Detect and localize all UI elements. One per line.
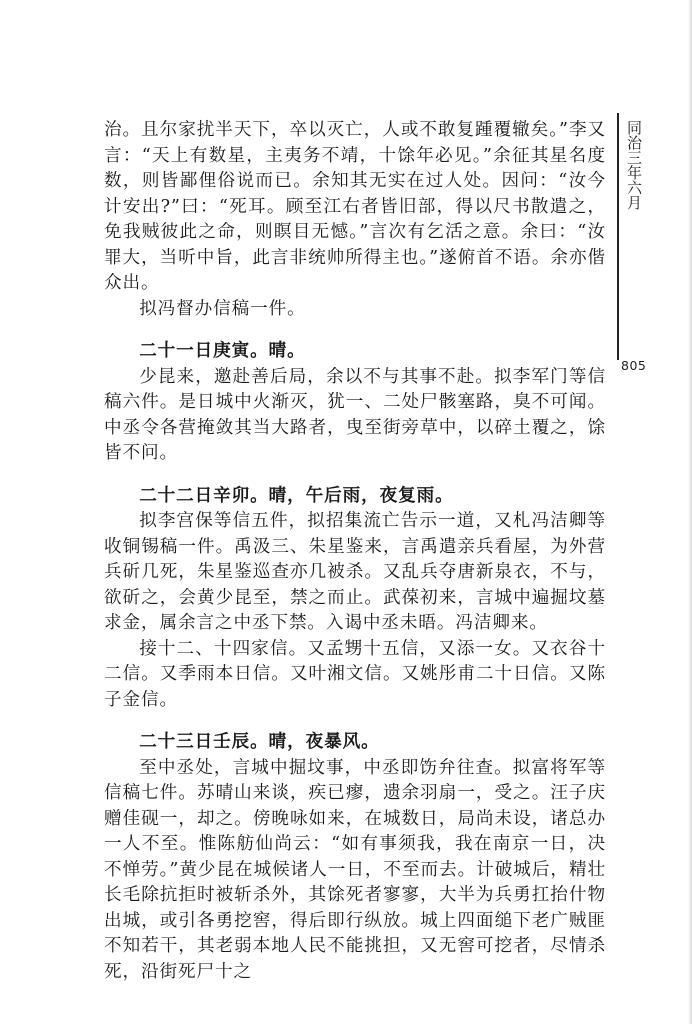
entry-body-22-letters: 接十二、十四家信。又孟甥十五信，又添一女。又衣谷十二信。又季雨本日信。又叶湘文信。又姚彤甫二十日信。又陈子金信。 — [104, 638, 606, 710]
paragraph-continued: 治。且尔家扰半天下，卒以灭亡，人或不敢复踵覆辙矣。”李又言：“天上有数星，主夷务不靖，十馀年必见。”余征其星名度数，则皆鄙俚俗说而已。余知其无实在过人处。因问：“汝今计安出?”曰：“死耳。顾至江右者皆旧部，得以尺书散遣之，免我贼彼此之命，则瞑目无憾。”言次有乞活之意。余曰：“汝罪大，当听中旨，此言非统帅所得主也。”遂俯首不语。余亦偕众出。 — [104, 120, 606, 293]
entry-heading-21: 二十一日庚寅。晴。 — [139, 341, 306, 361]
entry-body-22: 拟李宫保等信五件，拟招集流亡告示一道，又札冯洁卿等收铜锡稿一件。禹汲三、朱星鉴来，言禹遣亲兵看屋，为外营兵斫几死，朱星鉴巡查亦几被杀。又乱兵夺唐新泉衣，不与，欲斫之，会黄少昆至，禁之而止。武葆初来，言城中遍掘坟墓求金，属余言之中丞下禁。入谒中丞未晤。冯洁卿来。 — [104, 511, 606, 633]
entry-body-23: 至中丞处，言城中掘坟事，中丞即饬弁往查。拟富将军等信稿七件。苏晴山来谈，疾已瘳，遗余羽扇一，受之。汪子庆赠佳砚一，却之。傍晚咏如来，在城数日，局尚未设，诸总办一人不至。惟陈舫仙尚云：“如有事须我，我在南京一日，决不惮劳。”黄少昆在城候诸人一日，不至而去。计破城后，精壮长毛除抗拒时被斩杀外，其馀死者寥寥，大半为兵勇扛抬什物出城，或引各勇挖窖，得后即行纵放。城上四面缒下老广贼匪不知若干，其老弱本地人民不能挑担，又无窖可挖者，尽情杀死，沿街死尸十之 — [104, 757, 606, 982]
margin-rule — [617, 113, 619, 360]
entry-body-21: 少昆来，邀赴善后局，余以不与其事不赴。拟李军门等信稿六件。是日城中火渐灭，犹一、二处尸骸塞路，臭不可闻。中丞令各营掩敛其当大路者，曳至街旁草中，以碎土覆之，馀皆不问。 — [104, 366, 606, 463]
entry-heading-23: 二十三日壬辰。晴，夜暴风。 — [139, 732, 380, 752]
running-head: 同治三年六月 — [625, 120, 643, 210]
entry-heading-22: 二十二日辛卯。晴，午后雨，夜复雨。 — [139, 485, 454, 506]
page-number: 805 — [621, 358, 647, 373]
page-edge-shadow — [688, 0, 692, 1024]
main-text — [104, 118, 606, 985]
paragraph-draft-letter: 拟冯督办信稿一件。 — [139, 298, 306, 319]
